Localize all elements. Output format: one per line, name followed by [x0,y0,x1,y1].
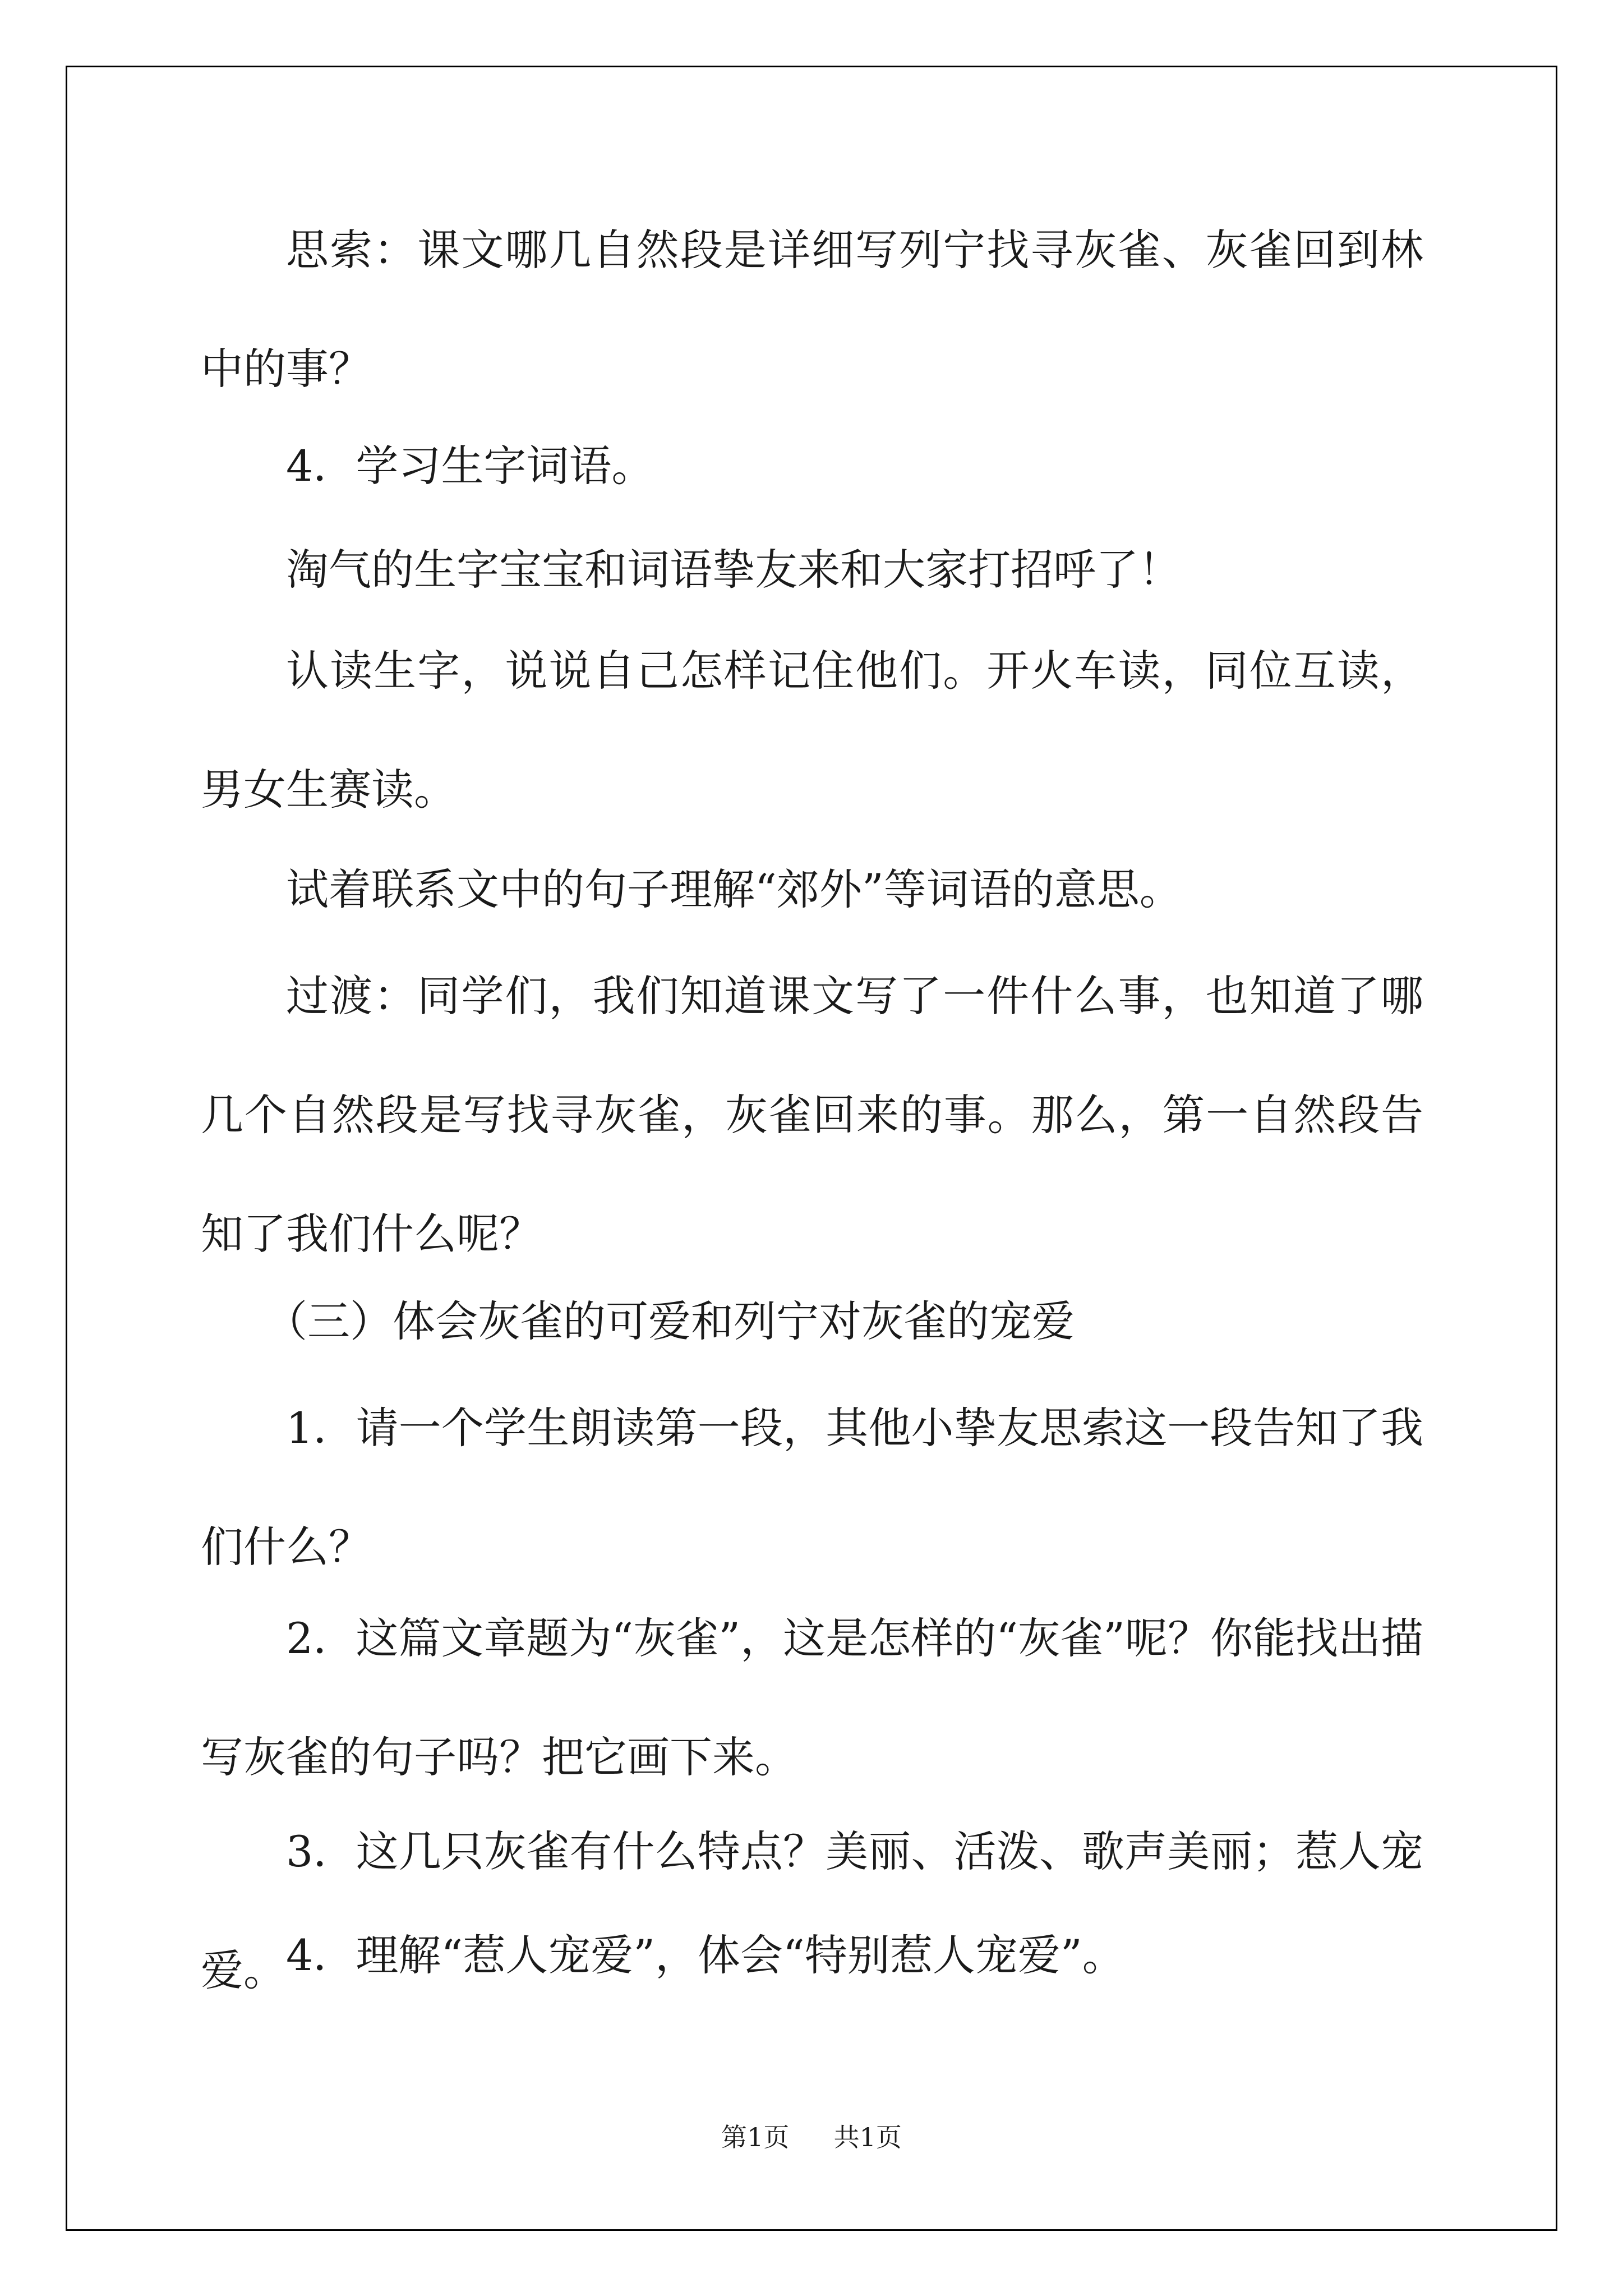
section-heading: （三）体会灰雀的可爱和列宁对灰雀的宠爱 [265,1296,1075,1346]
paragraph: 4．理解“惹人宠爱”，体会“特别惹人宠爱”。 [286,1930,1125,1980]
paragraph: 思索：课文哪几自然段是详细写列宁找寻灰雀、灰雀回到林中的事？ [201,225,1423,394]
paragraph: 2．这篇文章题为“灰雀”，这是怎样的“灰雀”呢？你能找出描写灰雀的句子吗？把它画下来。 [201,1613,1423,1782]
paragraph: 认读生字，说说自己怎样记住他们。开火车读，同位互读，男女生赛读。 [201,646,1423,815]
paragraph: 试着联系文中的句子理解“郊外”等词语的意思。 [286,864,1182,914]
paragraph: 淘气的生字宝宝和词语挚友来和大家打招呼了！ [286,545,1181,595]
paragraph: 4．学习生字词语。 [286,441,654,491]
page-total: 共1页 [833,2122,902,2152]
paragraph: 1．请一个学生朗读第一段，其他小挚友思索这一段告知了我们什么？ [201,1403,1423,1572]
paragraph: 3．这几只灰雀有什么特点？美丽、活泼、歌声美丽；惹人宠爱。 [201,1826,1423,1995]
page-footer [0,2120,1623,2154]
paragraph: 过渡：同学们，我们知道课文写了一件什么事，也知道了哪几个自然段是写找寻灰雀，灰雀回来的事。那么，第一自然段告知了我们什么呢？ [201,971,1423,1259]
page-number: 第1页 [721,2122,790,2152]
